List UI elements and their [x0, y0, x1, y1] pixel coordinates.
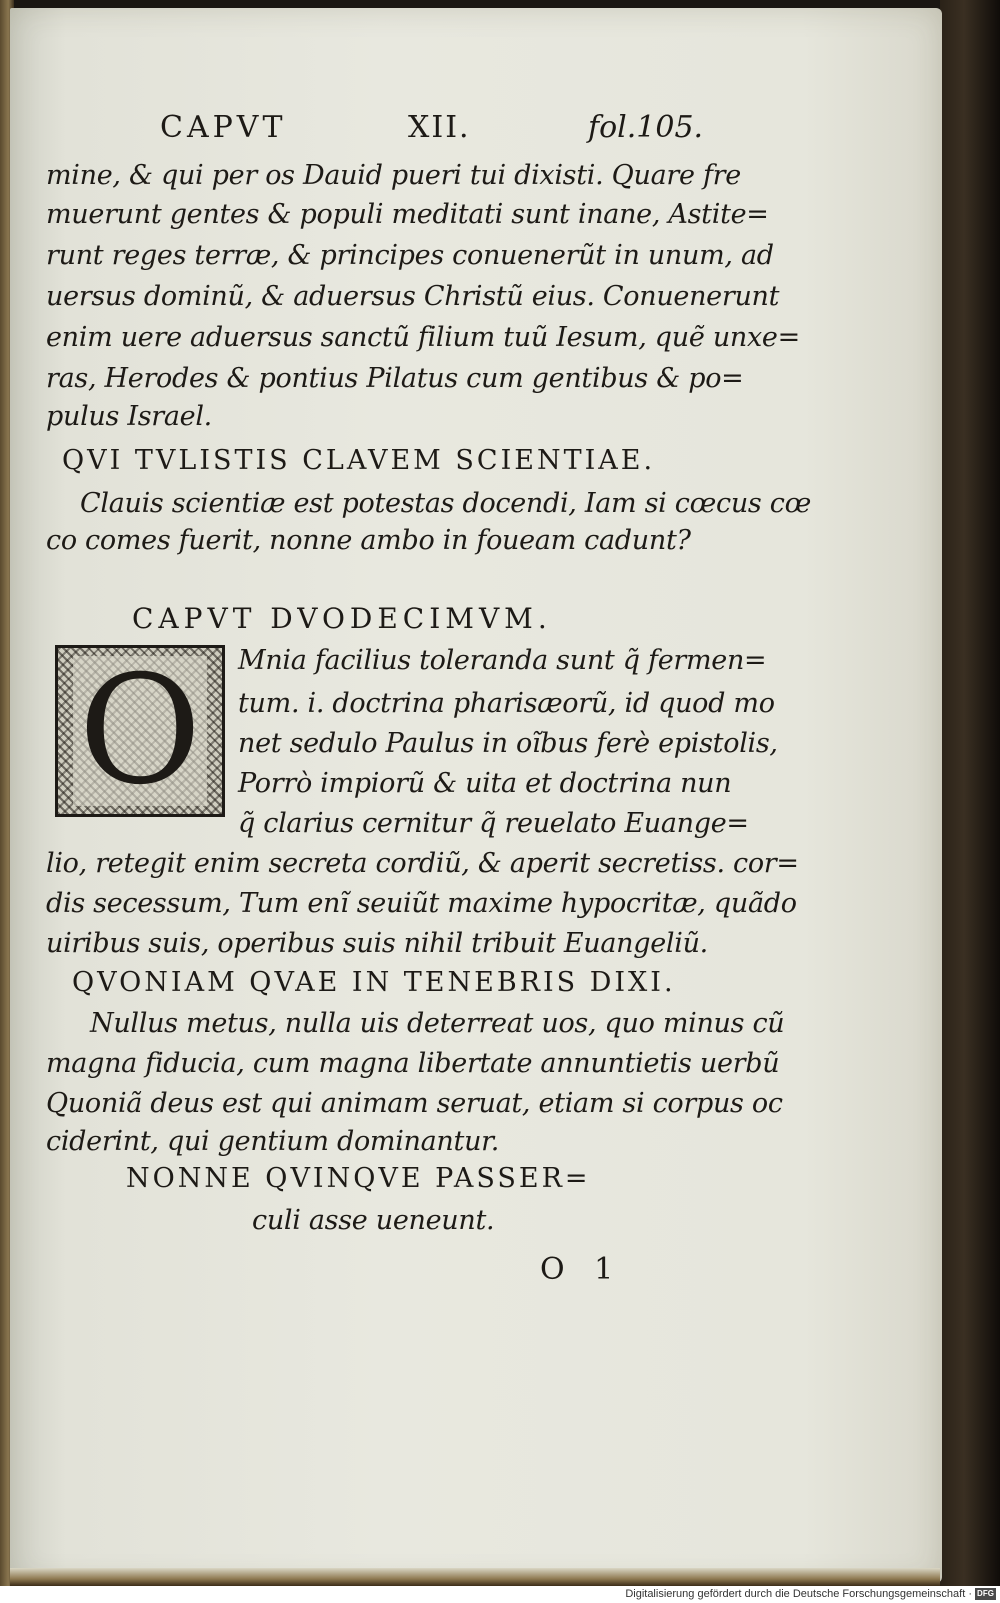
initial-letter: O — [73, 656, 208, 806]
chapter-title: CAPVT DVODECIMVM. — [132, 602, 552, 635]
text-line: runt reges terræ, & principes conuenerũt in unum, ad — [46, 240, 774, 271]
running-head-chapter-number: XII. — [408, 110, 471, 145]
text-line: Clauis scientiæ est potestas docendi, Iam si cœcus cœ — [80, 488, 811, 519]
text-line: magna fiducia, cum magna libertate annuntietis uerbũ — [46, 1048, 780, 1079]
text-line: co comes fuerit, nonne ambo in foueam cadunt? — [46, 525, 691, 556]
footer-credit: Digitalisierung gefördert durch die Deutsche Forschungsgemeinschaft · — [625, 1588, 972, 1600]
text-line: enim uere aduersus sanctũ filium tuũ Iesum, quẽ unxe= — [46, 322, 800, 353]
text-line: lio, retegit enim secreta cordiũ, & aperit secretiss. cor= — [46, 848, 799, 879]
signature-mark: O 1 — [540, 1252, 624, 1287]
text-line: Porrò impiorũ & uita et doctrina nun — [238, 768, 732, 799]
text-line: q̃ clarius cernitur q̃ reuelato Euange= — [238, 808, 749, 839]
text-line: dis secessum, Tum enĩ seuiũt maxime hypocritæ, quãdo — [46, 888, 797, 919]
text-line: tum. i. doctrina pharisæorũ, id quod mo — [238, 688, 775, 719]
section-heading: QVONIAM QVAE IN TENEBRIS DIXI. — [72, 967, 676, 998]
running-head-caput: CAPVT — [160, 110, 287, 145]
page-bottom-edge — [10, 1568, 940, 1586]
running-header — [160, 110, 720, 150]
text-line: uiribus suis, operibus suis nihil tribuit Euangeliũ. — [46, 928, 708, 959]
section-heading: QVI TVLISTIS CLAVEM SCIENTIAE. — [62, 445, 656, 476]
decorated-initial — [55, 645, 225, 817]
text-line: net sedulo Paulus in oĩbus ferè epistolis, — [238, 728, 778, 759]
text-line: ras, Herodes & pontius Pilatus cum gentibus & po= — [46, 363, 744, 394]
dfg-logo-icon: DFG — [975, 1588, 996, 1600]
text-line: Quoniã deus est qui animam seruat, etiam si corpus oc — [46, 1088, 783, 1119]
text-line: ciderint, qui gentium dominantur. — [46, 1126, 500, 1157]
text-line: pulus Israel. — [46, 401, 212, 432]
text-line: muerunt gentes & populi meditati sunt inane, Astite= — [46, 199, 769, 230]
section-heading: NONNE QVINQVE PASSER= — [126, 1163, 591, 1194]
text-line: Mnia facilius toleranda sunt q̃ fermen= — [238, 645, 767, 676]
folio-number: fol.105. — [588, 110, 704, 145]
text-line: uersus dominũ, & aduersus Christũ eius. Conuenerunt — [46, 281, 780, 312]
text-line: culi asse ueneunt. — [252, 1205, 495, 1236]
text-line: Nullus metus, nulla uis deterreat uos, quo minus cũ — [90, 1008, 785, 1039]
text-line: mine, & qui per os Dauid pueri tui dixisti. Quare fre — [46, 160, 741, 191]
book-edge-right — [940, 0, 1000, 1588]
